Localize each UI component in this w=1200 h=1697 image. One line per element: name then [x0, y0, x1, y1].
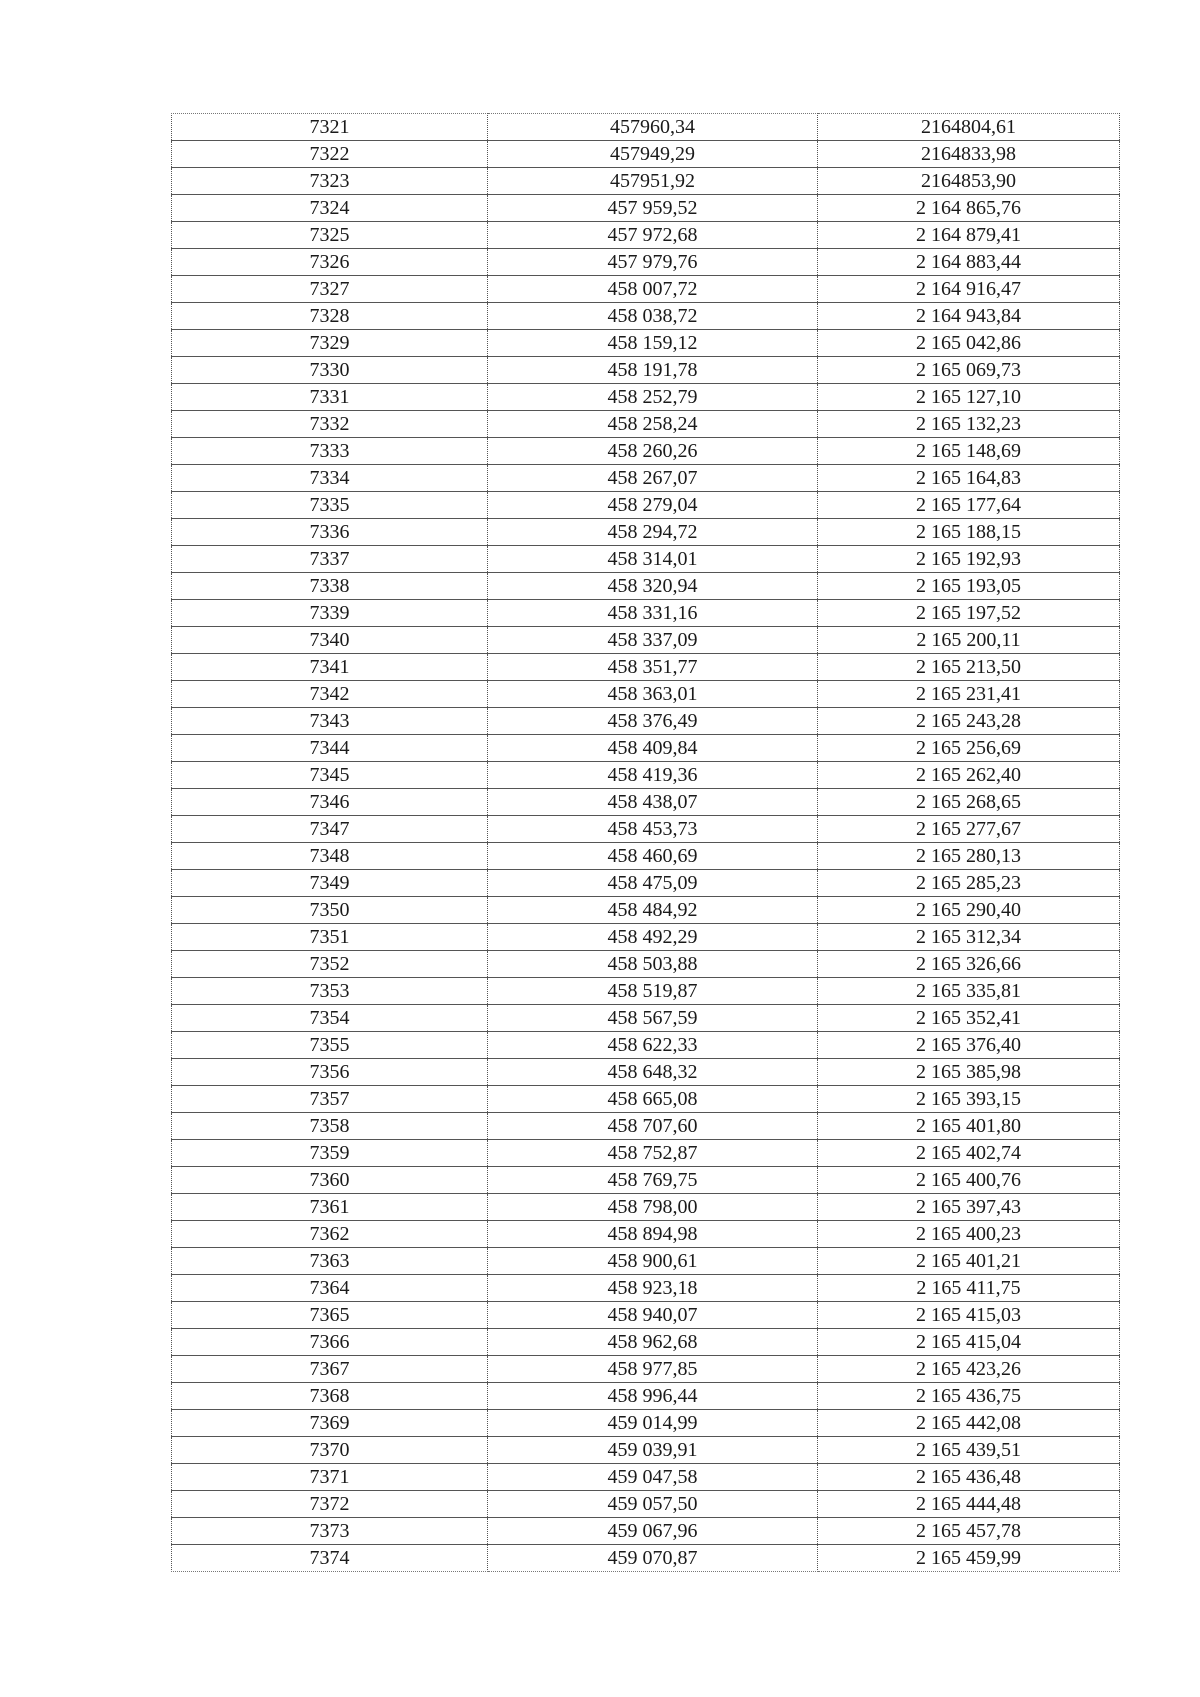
table-row: [172, 1518, 1120, 1545]
x-coordinate-cell: 458 258,24: [488, 411, 818, 438]
table-row: [172, 1545, 1120, 1572]
y-coordinate-cell: 2 165 436,75: [818, 1383, 1120, 1410]
y-coordinate-cell: 2164804,61: [818, 114, 1120, 141]
point-number-cell: 7344: [172, 735, 488, 762]
y-coordinate-cell: 2164833,98: [818, 141, 1120, 168]
point-number-cell: 7373: [172, 1518, 488, 1545]
table-row: [172, 1464, 1120, 1491]
point-number-cell: 7360: [172, 1167, 488, 1194]
table-row: [172, 1167, 1120, 1194]
point-number-cell: 7334: [172, 465, 488, 492]
table-row: [172, 276, 1120, 303]
y-coordinate-cell: 2 165 213,50: [818, 654, 1120, 681]
x-coordinate-cell: 458 279,04: [488, 492, 818, 519]
x-coordinate-cell: 459 047,58: [488, 1464, 818, 1491]
y-coordinate-cell: 2 165 231,41: [818, 681, 1120, 708]
table-row: [172, 546, 1120, 573]
y-coordinate-cell: 2 165 127,10: [818, 384, 1120, 411]
x-coordinate-cell: 457949,29: [488, 141, 818, 168]
point-number-cell: 7348: [172, 843, 488, 870]
y-coordinate-cell: 2 165 243,28: [818, 708, 1120, 735]
table-row: [172, 735, 1120, 762]
y-coordinate-cell: 2 165 197,52: [818, 600, 1120, 627]
table-row: [172, 519, 1120, 546]
y-coordinate-cell: 2 165 439,51: [818, 1437, 1120, 1464]
point-number-cell: 7327: [172, 276, 488, 303]
x-coordinate-cell: 457951,92: [488, 168, 818, 195]
point-number-cell: 7336: [172, 519, 488, 546]
y-coordinate-cell: 2 165 148,69: [818, 438, 1120, 465]
table-row: [172, 1248, 1120, 1275]
point-number-cell: 7324: [172, 195, 488, 222]
point-number-cell: 7364: [172, 1275, 488, 1302]
x-coordinate-cell: 457 959,52: [488, 195, 818, 222]
y-coordinate-cell: 2 165 400,23: [818, 1221, 1120, 1248]
y-coordinate-cell: 2 165 442,08: [818, 1410, 1120, 1437]
x-coordinate-cell: 458 648,32: [488, 1059, 818, 1086]
table-row: [172, 1383, 1120, 1410]
point-number-cell: 7372: [172, 1491, 488, 1518]
x-coordinate-cell: 458 519,87: [488, 978, 818, 1005]
x-coordinate-cell: 458 363,01: [488, 681, 818, 708]
point-number-cell: 7345: [172, 762, 488, 789]
table-row: [172, 897, 1120, 924]
point-number-cell: 7332: [172, 411, 488, 438]
y-coordinate-cell: 2 165 352,41: [818, 1005, 1120, 1032]
table-row: [172, 465, 1120, 492]
x-coordinate-cell: 457960,34: [488, 114, 818, 141]
table-row: [172, 1086, 1120, 1113]
table-row: [172, 1410, 1120, 1437]
point-number-cell: 7366: [172, 1329, 488, 1356]
point-number-cell: 7323: [172, 168, 488, 195]
x-coordinate-cell: 458 337,09: [488, 627, 818, 654]
table-row: [172, 1302, 1120, 1329]
y-coordinate-cell: 2 165 402,74: [818, 1140, 1120, 1167]
point-number-cell: 7361: [172, 1194, 488, 1221]
point-number-cell: 7370: [172, 1437, 488, 1464]
table-row: [172, 951, 1120, 978]
y-coordinate-cell: 2 165 192,93: [818, 546, 1120, 573]
point-number-cell: 7343: [172, 708, 488, 735]
table-row: [172, 654, 1120, 681]
y-coordinate-cell: 2 165 401,21: [818, 1248, 1120, 1275]
x-coordinate-cell: 458 460,69: [488, 843, 818, 870]
y-coordinate-cell: 2 165 397,43: [818, 1194, 1120, 1221]
x-coordinate-cell: 458 665,08: [488, 1086, 818, 1113]
y-coordinate-cell: 2 164 865,76: [818, 195, 1120, 222]
table-row: [172, 627, 1120, 654]
y-coordinate-cell: 2 165 444,48: [818, 1491, 1120, 1518]
y-coordinate-cell: 2 165 415,03: [818, 1302, 1120, 1329]
x-coordinate-cell: 458 260,26: [488, 438, 818, 465]
point-number-cell: 7331: [172, 384, 488, 411]
x-coordinate-cell: 458 962,68: [488, 1329, 818, 1356]
table-row: [172, 1194, 1120, 1221]
point-number-cell: 7351: [172, 924, 488, 951]
point-number-cell: 7338: [172, 573, 488, 600]
point-number-cell: 7357: [172, 1086, 488, 1113]
table-row: [172, 1005, 1120, 1032]
y-coordinate-cell: 2 165 385,98: [818, 1059, 1120, 1086]
point-number-cell: 7368: [172, 1383, 488, 1410]
table-row: [172, 492, 1120, 519]
point-number-cell: 7341: [172, 654, 488, 681]
table-row: [172, 114, 1120, 141]
x-coordinate-cell: 457 979,76: [488, 249, 818, 276]
point-number-cell: 7349: [172, 870, 488, 897]
x-coordinate-cell: 459 070,87: [488, 1545, 818, 1572]
x-coordinate-cell: 458 007,72: [488, 276, 818, 303]
point-number-cell: 7350: [172, 897, 488, 924]
x-coordinate-cell: 458 351,77: [488, 654, 818, 681]
point-number-cell: 7365: [172, 1302, 488, 1329]
point-number-cell: 7362: [172, 1221, 488, 1248]
point-number-cell: 7329: [172, 330, 488, 357]
point-number-cell: 7353: [172, 978, 488, 1005]
table-row: [172, 978, 1120, 1005]
point-number-cell: 7340: [172, 627, 488, 654]
table-row: [172, 1275, 1120, 1302]
x-coordinate-cell: 458 503,88: [488, 951, 818, 978]
point-number-cell: 7352: [172, 951, 488, 978]
table-row: [172, 1140, 1120, 1167]
y-coordinate-cell: 2 165 200,11: [818, 627, 1120, 654]
x-coordinate-cell: 458 159,12: [488, 330, 818, 357]
point-number-cell: 7369: [172, 1410, 488, 1437]
x-coordinate-cell: 458 940,07: [488, 1302, 818, 1329]
point-number-cell: 7358: [172, 1113, 488, 1140]
table-row: [172, 1032, 1120, 1059]
table-row: [172, 1437, 1120, 1464]
y-coordinate-cell: 2 165 312,34: [818, 924, 1120, 951]
x-coordinate-cell: 458 419,36: [488, 762, 818, 789]
y-coordinate-cell: 2 165 415,04: [818, 1329, 1120, 1356]
x-coordinate-cell: 459 014,99: [488, 1410, 818, 1437]
y-coordinate-cell: 2 165 459,99: [818, 1545, 1120, 1572]
table-row: [172, 168, 1120, 195]
table-row: [172, 1491, 1120, 1518]
x-coordinate-cell: 458 894,98: [488, 1221, 818, 1248]
y-coordinate-cell: 2 165 376,40: [818, 1032, 1120, 1059]
point-number-cell: 7333: [172, 438, 488, 465]
x-coordinate-cell: 458 331,16: [488, 600, 818, 627]
point-number-cell: 7335: [172, 492, 488, 519]
table-row: [172, 843, 1120, 870]
x-coordinate-cell: 458 267,07: [488, 465, 818, 492]
table-row: [172, 708, 1120, 735]
x-coordinate-cell: 458 900,61: [488, 1248, 818, 1275]
x-coordinate-cell: 458 191,78: [488, 357, 818, 384]
x-coordinate-cell: 458 752,87: [488, 1140, 818, 1167]
x-coordinate-cell: 458 769,75: [488, 1167, 818, 1194]
table-row: [172, 1221, 1120, 1248]
x-coordinate-cell: 459 057,50: [488, 1491, 818, 1518]
point-number-cell: 7355: [172, 1032, 488, 1059]
table-row: [172, 222, 1120, 249]
y-coordinate-cell: 2 165 290,40: [818, 897, 1120, 924]
x-coordinate-cell: 458 294,72: [488, 519, 818, 546]
x-coordinate-cell: 459 039,91: [488, 1437, 818, 1464]
y-coordinate-cell: 2 165 393,15: [818, 1086, 1120, 1113]
table-row: [172, 816, 1120, 843]
x-coordinate-cell: 458 252,79: [488, 384, 818, 411]
y-coordinate-cell: 2 164 879,41: [818, 222, 1120, 249]
table-row: [172, 249, 1120, 276]
y-coordinate-cell: 2 165 436,48: [818, 1464, 1120, 1491]
table-row: [172, 357, 1120, 384]
y-coordinate-cell: 2 165 335,81: [818, 978, 1120, 1005]
table-row: [172, 573, 1120, 600]
x-coordinate-cell: 458 438,07: [488, 789, 818, 816]
x-coordinate-cell: 458 996,44: [488, 1383, 818, 1410]
table-row: [172, 1059, 1120, 1086]
point-number-cell: 7325: [172, 222, 488, 249]
table-row: [172, 1356, 1120, 1383]
x-coordinate-cell: 458 798,00: [488, 1194, 818, 1221]
x-coordinate-cell: 458 484,92: [488, 897, 818, 924]
y-coordinate-cell: 2 165 411,75: [818, 1275, 1120, 1302]
coordinates-table: [171, 113, 1120, 1572]
table-row: [172, 303, 1120, 330]
table-row: [172, 1329, 1120, 1356]
x-coordinate-cell: 458 314,01: [488, 546, 818, 573]
point-number-cell: 7322: [172, 141, 488, 168]
y-coordinate-cell: 2 164 883,44: [818, 249, 1120, 276]
x-coordinate-cell: 458 475,09: [488, 870, 818, 897]
x-coordinate-cell: 457 972,68: [488, 222, 818, 249]
x-coordinate-cell: 458 320,94: [488, 573, 818, 600]
table-row: [172, 195, 1120, 222]
table-row: [172, 924, 1120, 951]
point-number-cell: 7359: [172, 1140, 488, 1167]
point-number-cell: 7347: [172, 816, 488, 843]
point-number-cell: 7337: [172, 546, 488, 573]
point-number-cell: 7367: [172, 1356, 488, 1383]
point-number-cell: 7346: [172, 789, 488, 816]
x-coordinate-cell: 458 923,18: [488, 1275, 818, 1302]
y-coordinate-cell: 2 165 285,23: [818, 870, 1120, 897]
x-coordinate-cell: 458 453,73: [488, 816, 818, 843]
table-row: [172, 789, 1120, 816]
point-number-cell: 7342: [172, 681, 488, 708]
point-number-cell: 7354: [172, 1005, 488, 1032]
table-row: [172, 681, 1120, 708]
point-number-cell: 7374: [172, 1545, 488, 1572]
x-coordinate-cell: 458 977,85: [488, 1356, 818, 1383]
point-number-cell: 7328: [172, 303, 488, 330]
y-coordinate-cell: 2 165 188,15: [818, 519, 1120, 546]
x-coordinate-cell: 458 622,33: [488, 1032, 818, 1059]
coordinates-table-body: [172, 114, 1120, 1572]
table-row: [172, 870, 1120, 897]
y-coordinate-cell: 2 165 042,86: [818, 330, 1120, 357]
y-coordinate-cell: 2 165 423,26: [818, 1356, 1120, 1383]
x-coordinate-cell: 458 707,60: [488, 1113, 818, 1140]
y-coordinate-cell: 2 165 164,83: [818, 465, 1120, 492]
x-coordinate-cell: 458 038,72: [488, 303, 818, 330]
table-row: [172, 141, 1120, 168]
point-number-cell: 7330: [172, 357, 488, 384]
y-coordinate-cell: 2 165 268,65: [818, 789, 1120, 816]
x-coordinate-cell: 458 492,29: [488, 924, 818, 951]
y-coordinate-cell: 2 165 280,13: [818, 843, 1120, 870]
table-row: [172, 438, 1120, 465]
table-row: [172, 762, 1120, 789]
point-number-cell: 7339: [172, 600, 488, 627]
y-coordinate-cell: 2 164 916,47: [818, 276, 1120, 303]
y-coordinate-cell: 2 165 457,78: [818, 1518, 1120, 1545]
point-number-cell: 7371: [172, 1464, 488, 1491]
table-row: [172, 411, 1120, 438]
point-number-cell: 7326: [172, 249, 488, 276]
y-coordinate-cell: 2 165 069,73: [818, 357, 1120, 384]
y-coordinate-cell: 2 165 277,67: [818, 816, 1120, 843]
x-coordinate-cell: 458 567,59: [488, 1005, 818, 1032]
table-row: [172, 1113, 1120, 1140]
table-row: [172, 600, 1120, 627]
x-coordinate-cell: 458 376,49: [488, 708, 818, 735]
x-coordinate-cell: 459 067,96: [488, 1518, 818, 1545]
point-number-cell: 7356: [172, 1059, 488, 1086]
y-coordinate-cell: 2 164 943,84: [818, 303, 1120, 330]
table-row: [172, 384, 1120, 411]
point-number-cell: 7321: [172, 114, 488, 141]
point-number-cell: 7363: [172, 1248, 488, 1275]
y-coordinate-cell: 2 165 400,76: [818, 1167, 1120, 1194]
y-coordinate-cell: 2 165 132,23: [818, 411, 1120, 438]
y-coordinate-cell: 2 165 177,64: [818, 492, 1120, 519]
y-coordinate-cell: 2 165 262,40: [818, 762, 1120, 789]
y-coordinate-cell: 2 165 193,05: [818, 573, 1120, 600]
table-row: [172, 330, 1120, 357]
y-coordinate-cell: 2 165 256,69: [818, 735, 1120, 762]
y-coordinate-cell: 2 165 401,80: [818, 1113, 1120, 1140]
y-coordinate-cell: 2164853,90: [818, 168, 1120, 195]
x-coordinate-cell: 458 409,84: [488, 735, 818, 762]
y-coordinate-cell: 2 165 326,66: [818, 951, 1120, 978]
